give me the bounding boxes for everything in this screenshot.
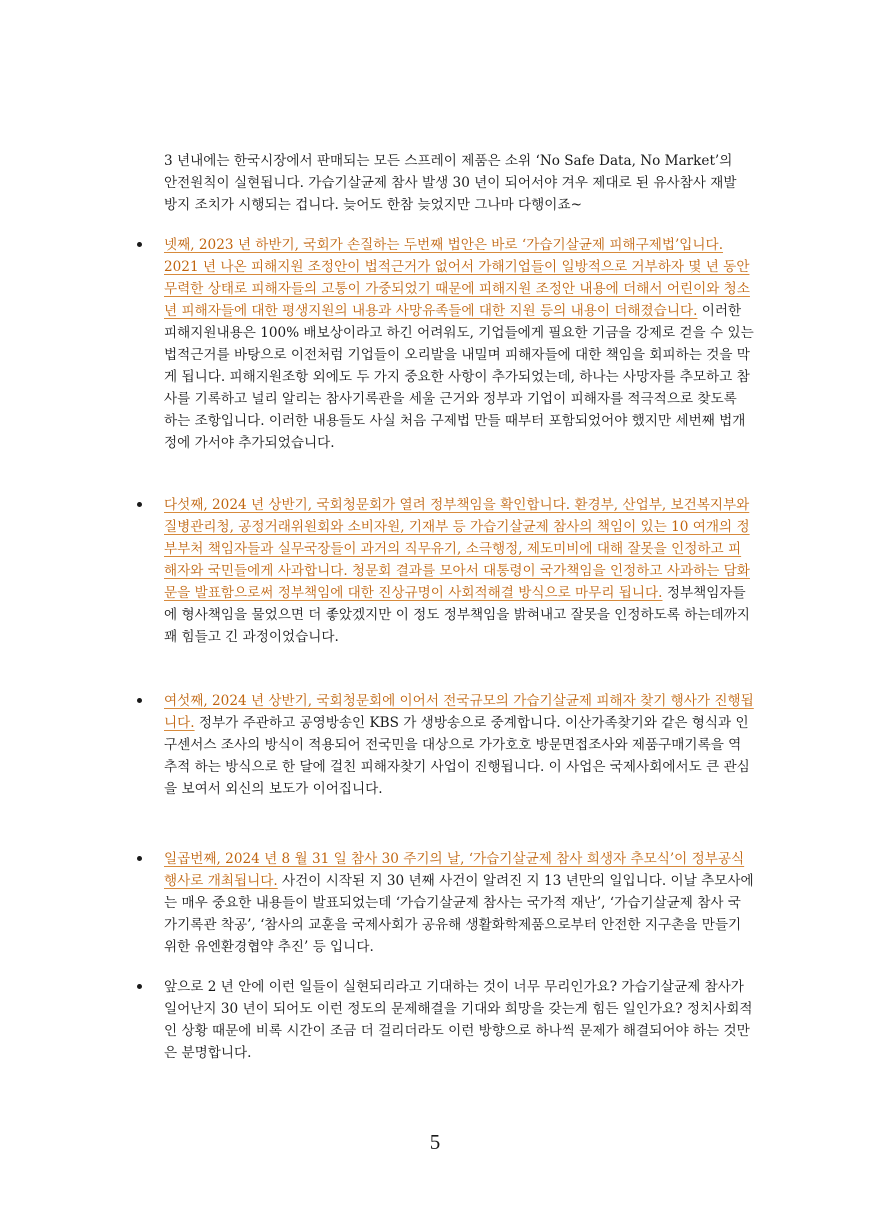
highlighted-text: 다섯째, 2024 년 상반기, 국회청문회가 열려 정부책임을 확인합니다. 환경부, 산업부, 보건복지부와 질병관리청, 공정거래위원회와 소비자원, 기재부 등 가습기살균제 참사의 책임이 있는 10 여개의 정부부처 책임자들과 실무국장들이 과거의 직무유기, 소극행정, 제도미비에 대해 잘못을 인정하고 피해자와 국민들에게 사과합니다. 청문회 결과를 모아서 대통령이 국가책임을 인정하고 사과하는 담화문을 발표함으로써 정부책임에 대한 진상규명이 사회적해결 방식으로 마무리 됩니다. <box>164 497 750 601</box>
intro-paragraph: 3 년내에는 한국시장에서 판매되는 모든 스프레이 제품은 소위 ‘No Safe Data, No Market’의 안전원칙이 실현됩니다. 가습기살균제 참사 발생 30 년이 되어서야 겨우 제대로 된 유사참사 재발방지 조치가 시행되는 겁니다. 늦어도 한참 늦었지만 그나마 다행이죠~ <box>164 153 737 213</box>
body-text: 앞으로 2 년 안에 이런 일들이 실현되리라고 기대하는 것이 너무 무리인가요? 가습기살균제 참사가 일어난지 30 년이 되어도 이런 정도의 문제해결을 기대와 희망을 갖는게 힘든 일인가요? 정치사회적인 상황 때문에 비록 시간이 조금 더 걸리더라도 이런 방향으로 하나씩 문제가 해결되어야 하는 것만은 분명합니다. <box>164 979 753 1061</box>
list-item <box>164 976 754 1064</box>
body-text: 정부가 주관하고 공영방송인 KBS 가 생방송으로 중계합니다. 이산가족찾기와 같은 형식과 인구센서스 조사의 방식이 적용되어 전국민을 대상으로 가가호호 방문면접조사와 제품구매기록을 역추적 하는 방식으로 한 달에 걸친 피해자찾기 사업이 진행됩니다. 이 사업은 국제사회에서도 큰 관심을 보여서 외신의 보도가 이어집니다. <box>164 715 750 797</box>
list-item <box>164 690 754 800</box>
bullet-icon <box>137 698 142 703</box>
list-item <box>164 234 754 454</box>
bullet-icon <box>137 984 142 989</box>
list-item <box>164 848 754 958</box>
list-item <box>164 494 754 648</box>
bullet-icon <box>137 242 142 247</box>
highlighted-text: 넷째, 2023 년 하반기, 국회가 손질하는 두번째 법안은 바로 ‘가습기살균제 피해구제법’입니다. 2021 년 나온 피해지원 조정안이 법적근거가 없어서 가해기업들이 일방적으로 거부하자 몇 년 동안 무력한 상태로 피해자들의 고통이 가중되었기 때문에 피해지원 조정안 내용에 더해서 어린이와 청소년 피해자들에 대한 평생지원의 내용과 사망유족들에 대한 지원 등의 내용이 더해졌습니다. <box>164 237 750 319</box>
highlighted-text: 여섯째, 2024 년 상반기, 국회청문회에 이어서 전국규모의 가습기살균제 피해자 찾기 행사가 진행됩니다. <box>164 693 754 731</box>
highlighted-text: 일곱번째, 2024 년 8 월 31 일 참사 30 주기의 날, ‘가습기살균제 참사 희생자 추모식’이 정부공식행사로 개최됩니다. <box>164 851 745 889</box>
page-number: 5 <box>429 1130 441 1154</box>
body-text: 사건이 시작된 지 30 년째 사건이 알려진 지 13 년만의 일입니다. 이날 추모사에는 매우 중요한 내용들이 발표되었는데 ‘가습기살균제 참사는 국가적 재난’, ‘가습기살균제 참사 국가기록관 착공’, ‘참사의 교훈을 국제사회가 공유해 생활화학제품으로부터 안전한 지구촌을 만들기 위한 유엔환경협약 추진’ 등 입니다. <box>164 873 754 955</box>
bullet-icon <box>137 856 142 861</box>
body-text: 이러한 피해지원내용은 100% 배보상이라고 하긴 어려워도, 기업들에게 필요한 기금을 강제로 걷을 수 있는 법적근거를 바탕으로 이전처럼 기업들이 오리발을 내밀며 피해자들에 대한 책임을 회피하는 것을 막게 됩니다. 피해지원조항 외에도 두 가지 중요한 사항이 추가되었는데, 하나는 사망자를 추모하고 참사를 기록하고 널리 알리는 참사기록관을 세울 근거와 정부과 기업이 피해자를 적극적으로 찾도록 하는 조항입니다. 이러한 내용들도 사실 처음 구제법 만들 때부터 포함되었어야 했지만 세번째 법개정에 가서야 추가되었습니다. <box>164 303 754 451</box>
bullet-icon <box>137 502 142 507</box>
body-text: 정부책임자들에 형사책임을 물었으면 더 좋았겠지만 이 정도 정부책임을 밝혀내고 잘못을 인정하도록 하는데까지 꽤 힘들고 긴 과정이었습니다. <box>164 585 750 645</box>
